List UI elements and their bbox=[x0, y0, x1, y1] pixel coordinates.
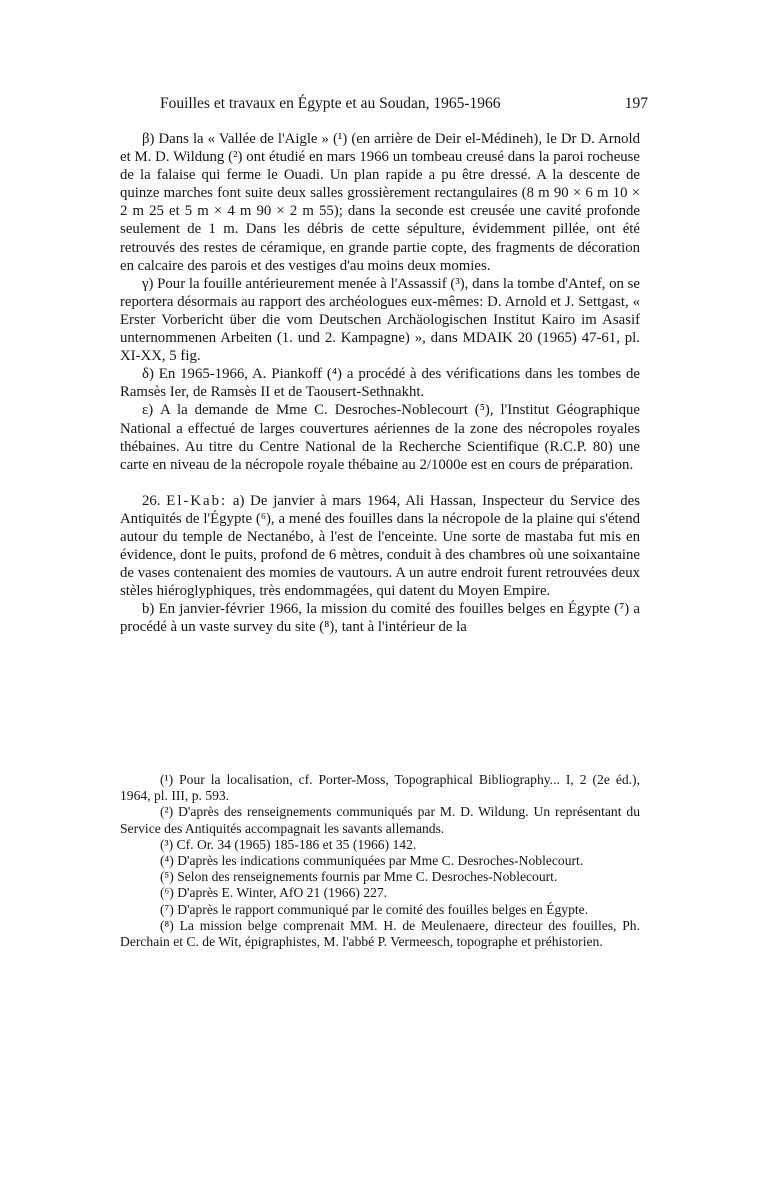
section-el-kab bbox=[120, 492, 640, 601]
footnote-number: (⁸) bbox=[160, 917, 174, 933]
footnote bbox=[120, 772, 640, 804]
footnote bbox=[120, 885, 640, 901]
footnote-number: (⁷) bbox=[160, 901, 174, 917]
footnote bbox=[120, 869, 640, 885]
footnote-text: Cf. Or. 34 (1965) 185-186 et 35 (1966) 142. bbox=[176, 836, 417, 852]
footnote-number: (⁵) bbox=[160, 869, 174, 885]
footnote-number: (⁶) bbox=[160, 885, 174, 901]
main-text bbox=[120, 130, 640, 637]
footnote bbox=[120, 853, 640, 869]
paragraph-delta: δ) En 1965-1966, A. Piankoff (⁴) a procédé à des vérifications dans les tombes de Ramsès Ier, de Ramsès II et de Taousert-Sethnakht. bbox=[120, 366, 640, 401]
paragraph-gamma: γ) Pour la fouille antérieurement menée à l'Assassif (³), dans la tombe d'Antef, on se reportera désormais au rapport des archéologues eux-mêmes: D. Arnold et J. Settgast, « Erster Vorbericht über die vom Deutschen Archäologischen Institut Kairo im Asasif unternommenen Arbeiten (1. und 2. Kampagne) », dans MDAIK 20 (1965) 47-61, pl. XI-XX, 5 fig. bbox=[120, 275, 640, 365]
footnote-number: (¹) bbox=[160, 772, 174, 787]
section-site-name: El-Kab: bbox=[166, 492, 228, 509]
footnote-text: Selon des renseignements fournis par Mme C. Desroches-Noblecourt. bbox=[177, 869, 558, 885]
footnote-number: (³) bbox=[160, 836, 174, 852]
footnote-text: Pour la localisation, cf. Porter-Moss, Topographical Bibliography... I, 2 (2e éd.), 1964, pl. III, p. 593. bbox=[120, 772, 640, 804]
section-number: 26. bbox=[142, 492, 161, 509]
footnote-text: D'après E. Winter, AfO 21 (1966) 227. bbox=[177, 885, 388, 901]
paragraph-elkab-a: a) De janvier à mars 1964, Ali Hassan, Inspecteur du Service des Antiquités de l'Égypte (⁶), a mené des fouilles dans la nécropole de la plaine qui s'étend autour du temple de Nectanébo, à l'est de l'enceinte. Une sorte de mastaba fut mis en évidence, dont le puits, profond de 6 mètres, conduit à des chambres où une soixantaine de vases contenaient des momies de vautours. A un autre endroit furent retrouvées deux stèles hiéroglyphiques, très endommagées, qui datent du Moyen Empire. bbox=[120, 492, 640, 600]
footnote-text: D'après des renseignements communiqués par M. D. Wildung. Un représentant du Service des Antiquités accompagnait les savants allemands. bbox=[120, 804, 640, 836]
footnote-text: La mission belge comprenait MM. H. de Meulenaere, directeur des fouilles, Ph. Derchain et C. de Wit, épigraphistes, M. l'abbé P. Vermeesch, topographe et préhistorien. bbox=[120, 917, 641, 950]
footnote-text: D'après les indications communiquées par Mme C. Desroches-Noblecourt. bbox=[177, 853, 584, 869]
footnote-number: (⁴) bbox=[160, 853, 174, 869]
page-number: 197 bbox=[624, 95, 648, 112]
running-title: Fouilles et travaux en Égypte et au Soudan, 1965-1966 bbox=[160, 95, 501, 112]
footnote-number: (²) bbox=[160, 804, 174, 820]
paragraph-beta: β) Dans la « Vallée de l'Aigle » (¹) (en arrière de Deir el-Médineh), le Dr D. Arnold et M. D. Wildung (²) ont étudié en mars 1966 un tombeau creusé dans la paroi rocheuse de la falaise qui ferme le Ouadi. Un plan rapide a pu être dressé. A la descente de quinze marches font suite deux salles grossièrement rectangulaires (8 m 90 × 6 m 10 × 2 m 25 et 5 m × 4 m 90 × 2 m 55); dans la seconde est creusée une cavité profonde seulement de 1 m. Dans les débris de cette sépulture, évidemment pillée, ont été retrouvés des restes de céramique, en grande partie copte, des fragments de décoration en calcaire des parois et des vestiges d'au moins deux momies. bbox=[120, 131, 640, 274]
paragraph-elkab-b: b) En janvier-février 1966, la mission du comité des fouilles belges en Égypte (⁷) a procédé à un vaste survey du site (⁸), tant à l'intérieur de la bbox=[120, 601, 640, 636]
footnote-text: D'après le rapport communiqué par le comité des fouilles belges en Égypte. bbox=[177, 901, 589, 917]
footnote bbox=[120, 804, 640, 836]
footnote bbox=[120, 837, 640, 853]
footnote bbox=[120, 902, 640, 918]
paragraph-epsilon: ε) A la demande de Mme C. Desroches-Noblecourt (⁵), l'Institut Géographique National a effectué de larges couvertures aériennes de la zone des nécropoles royales thébaines. Au titre du Centre National de la Recherche Scientifique (R.C.P. 80) une carte en niveau de la nécropole royale thébaine au 2/1000e est en cours de préparation. bbox=[120, 402, 640, 473]
footnote bbox=[120, 918, 640, 950]
footnotes bbox=[120, 772, 640, 950]
running-header bbox=[160, 94, 648, 114]
